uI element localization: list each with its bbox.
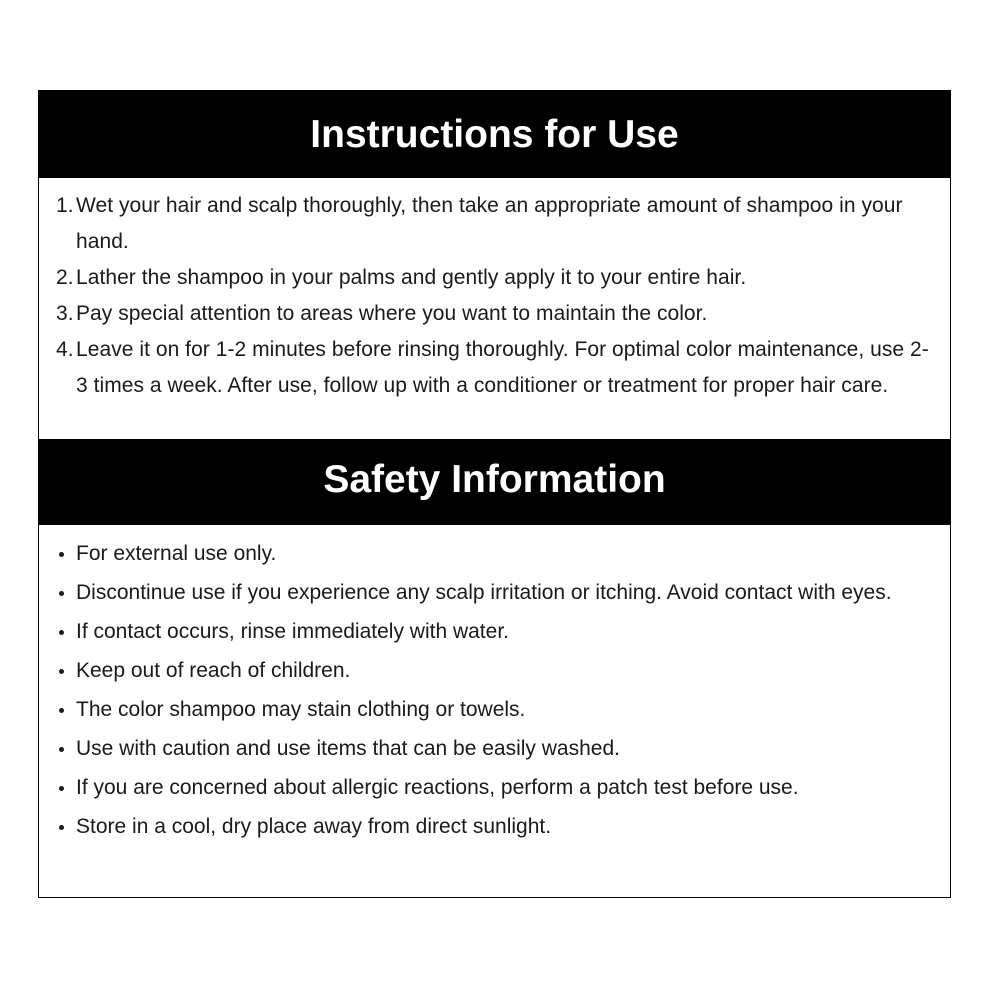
step-number: 3. [56, 302, 74, 325]
instructions-list [39, 178, 950, 439]
safety-header [39, 439, 950, 525]
info-panel [38, 90, 951, 898]
instruction-step [39, 332, 950, 404]
step-number: 4. [56, 338, 74, 361]
safety-item [39, 534, 950, 573]
instruction-step [39, 188, 950, 260]
step-number: 1. [56, 194, 74, 217]
safety-item [39, 651, 950, 690]
bullet-dot [59, 552, 64, 557]
instruction-step [39, 296, 950, 332]
safety-item [39, 807, 950, 846]
bullet-dot [59, 669, 64, 674]
safety-item-text: If you are concerned about allergic reactions, perform a patch test before use. [76, 776, 799, 799]
safety-item-text: Store in a cool, dry place away from direct sunlight. [76, 815, 552, 838]
safety-item-text: For external use only. [76, 542, 277, 565]
bullet-dot [59, 786, 64, 791]
step-text: Lather the shampoo in your palms and gently apply it to your entire hair. [76, 266, 747, 289]
safety-item [39, 729, 950, 768]
step-text: Pay special attention to areas where you want to maintain the color. [76, 302, 708, 325]
safety-item [39, 612, 950, 651]
safety-list [39, 525, 950, 846]
safety-item-text: The color shampoo may stain clothing or towels. [76, 698, 526, 721]
bullet-dot [59, 591, 64, 596]
bullet-dot [59, 825, 64, 830]
bullet-dot [59, 747, 64, 752]
safety-item-text: If contact occurs, rinse immediately with water. [76, 620, 509, 643]
safety-item [39, 573, 950, 612]
step-text: Wet your hair and scalp thoroughly, then take an appropriate amount of shampoo in your hand. [76, 194, 903, 253]
instructions-header [39, 91, 950, 178]
safety-item [39, 690, 950, 729]
safety-item [39, 768, 950, 807]
instructions-title: Instructions for Use [310, 113, 679, 156]
bullet-dot [59, 708, 64, 713]
step-text: Leave it on for 1-2 minutes before rinsing thoroughly. For optimal color maintenance, use 2-3 times a week. After use, follow up with a conditioner or treatment for proper hair care. [76, 338, 929, 397]
safety-item-text: Keep out of reach of children. [76, 659, 351, 682]
bullet-dot [59, 630, 64, 635]
safety-title: Safety Information [323, 458, 666, 501]
step-number: 2. [56, 266, 74, 289]
instruction-step [39, 260, 950, 296]
safety-item-text: Discontinue use if you experience any scalp irritation or itching. Avoid contact with eyes. [76, 581, 892, 604]
safety-item-text: Use with caution and use items that can be easily washed. [76, 737, 620, 760]
